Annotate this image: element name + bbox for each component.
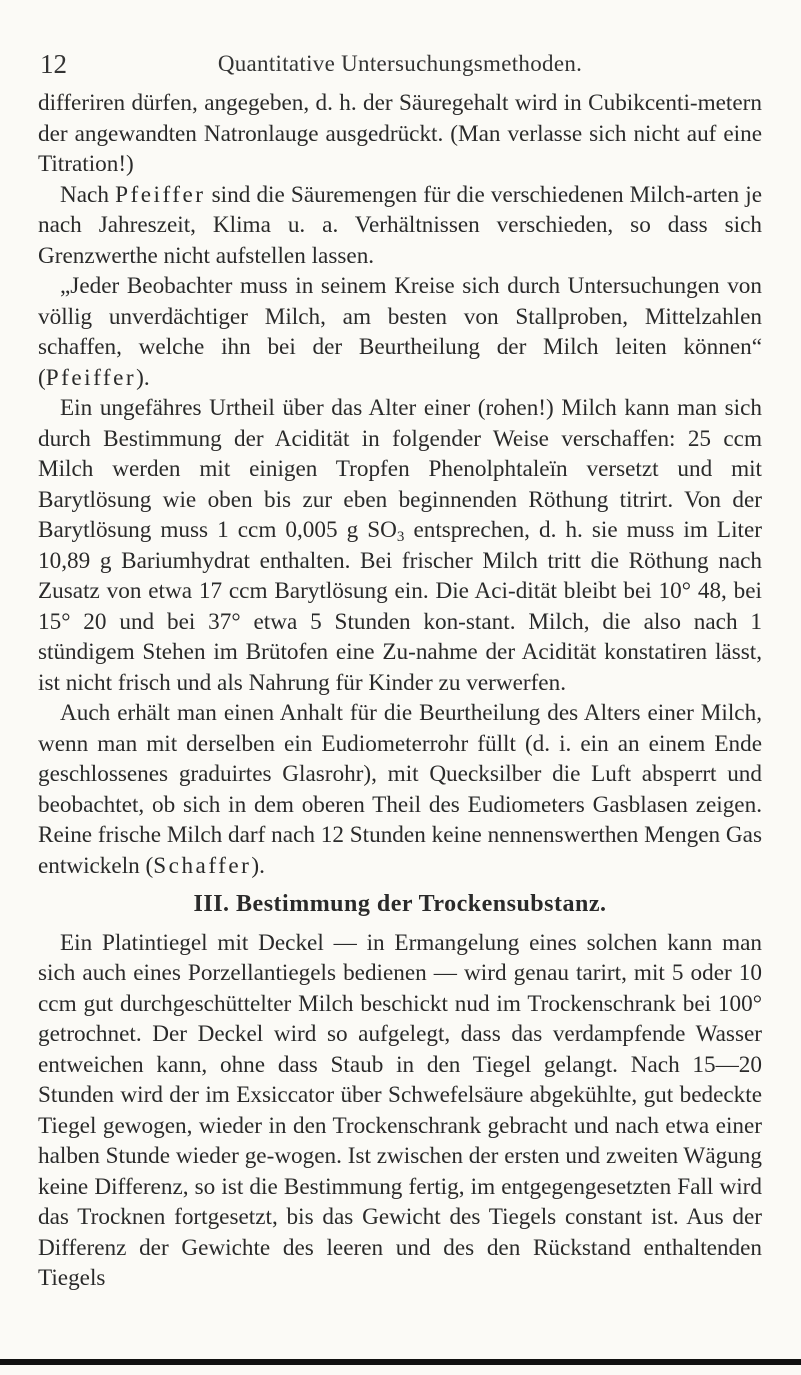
paragraph-2 <box>38 180 762 272</box>
body-text <box>38 88 762 1294</box>
paragraph-2-rest: sind die Säuremengen für die verschiedenen Milch-arten je nach Jahreszeit, Klima u. a. Verhältnissen verschieden, so dass sich Grenzwerthe nicht aufstellen lassen. <box>38 181 763 269</box>
author-name-pfeiffer: Pfeiffer <box>115 181 206 208</box>
paragraph-5-end: ). <box>251 852 265 879</box>
paragraph-1: differiren dürfen, angegeben, d. h. der Säuregehalt wird in Cubikcenti-metern der angewandten Natronlauge ausgedrückt. (Man verlasse sich nicht auf eine Titration!) <box>38 90 762 177</box>
subscript-3: 3 <box>396 529 405 545</box>
paragraph-5-text: Auch erhält man einen Anhalt für die Beurtheilung des Alters einer Milch, wenn man mit derselben ein Eudiometerrohr füllt (d. i. ein an einem Ende geschlossenes graduirtes Glasrohr), mit Quecksilber die Luft absperrt und beobachtet, ob sich in dem oberen Theil des Eudiometers Gasblasen zeigen. Reine frische Milch darf nach 12 Stunden keine nennenswerthen Mengen Gas entwickeln ( <box>38 700 762 879</box>
paragraph-2-intro: Nach <box>60 181 109 208</box>
quote-end: ). <box>136 364 150 391</box>
page-bottom-edge <box>0 1359 801 1365</box>
paragraph-4 <box>38 393 762 698</box>
quote-text: „Jeder Beobachter muss in seinem Kreise sich durch Untersuchungen von völlig unverdächtiger Milch, am besten von Stallproben, Mittelzahlen schaffen, welche ihn bei der Beurtheilung der Milch leiten können“ ( <box>38 273 762 391</box>
author-name-pfeiffer-citation: Pfeiffer <box>45 364 137 391</box>
author-name-schaffer: Schaffer <box>153 852 252 879</box>
page-number: 12 <box>40 49 67 79</box>
section-heading: III. Bestimmung der Trockensubstanz. <box>193 891 607 917</box>
page-header <box>20 44 780 84</box>
paragraph-4-part-b: entsprechen, d. h. sie muss im Liter 10,89 g Bariumhydrat enthalten. Bei frischer Milch tritt die Röthung nach Zusatz von etwa 17 ccm Barytlösung ein. Die Aci-dität bleibt bei 10° 48, bei 15° 20 und bei 37° etwa 5 Stunden kon-stant. Milch, die also nach 1 stündigem Stehen im Brütofen eine Zu-nahme der Acidität konstatiren lässt, ist nicht frisch und als Nahrung für Kinder zu verwerfen. <box>38 517 762 696</box>
running-title: Quantitative Untersuchungsmethoden. <box>217 51 583 76</box>
paragraph-5 <box>38 698 762 881</box>
paragraph-3-quote <box>38 271 762 393</box>
paragraph-4-part-a: Ein ungefähres Urtheil über das Alter einer (rohen!) Milch kann man sich durch Bestimmung der Acidität in folgender Weise verschaffen: 25 ccm Milch werden mit einigen Tropfen Phenolphtaleïn versetzt und mit Barytlösung wie oben bis zur eben beginnenden Röthung titrirt. Von der Barytlösung muss 1 ccm 0,005 g SO <box>38 395 762 543</box>
paragraph-6: Ein Platintiegel mit Deckel — in Ermangelung eines solchen kann man sich auch eines Porzellantiegels bedienen — wird genau tarirt, mit 5 oder 10 ccm gut durchgeschüttelter Milch beschickt nud im Trockenschrank bei 100° getrochnet. Der Deckel wird so aufgelegt, dass das verdampfende Wasser entweichen kann, ohne dass Staub in den Tiegel gelangt. Nach 15—20 Stunden wird der im Exsiccator über Schwefelsäure abgekühlte, gut bedeckte Tiegel gewogen, wieder in den Trockenschrank gebracht und nach etwa einer halben Stunde wieder ge-wogen. Ist zwischen der ersten und zweiten Wägung keine Differenz, so ist die Bestimmung fertig, im entgegengesetzten Fall wird das Trocknen fortgesetzt, bis das Gewicht des Tiegels constant ist. Aus der Differenz der Gewichte des leeren und des den Rückstand enthaltenden Tiegels <box>38 929 762 1291</box>
